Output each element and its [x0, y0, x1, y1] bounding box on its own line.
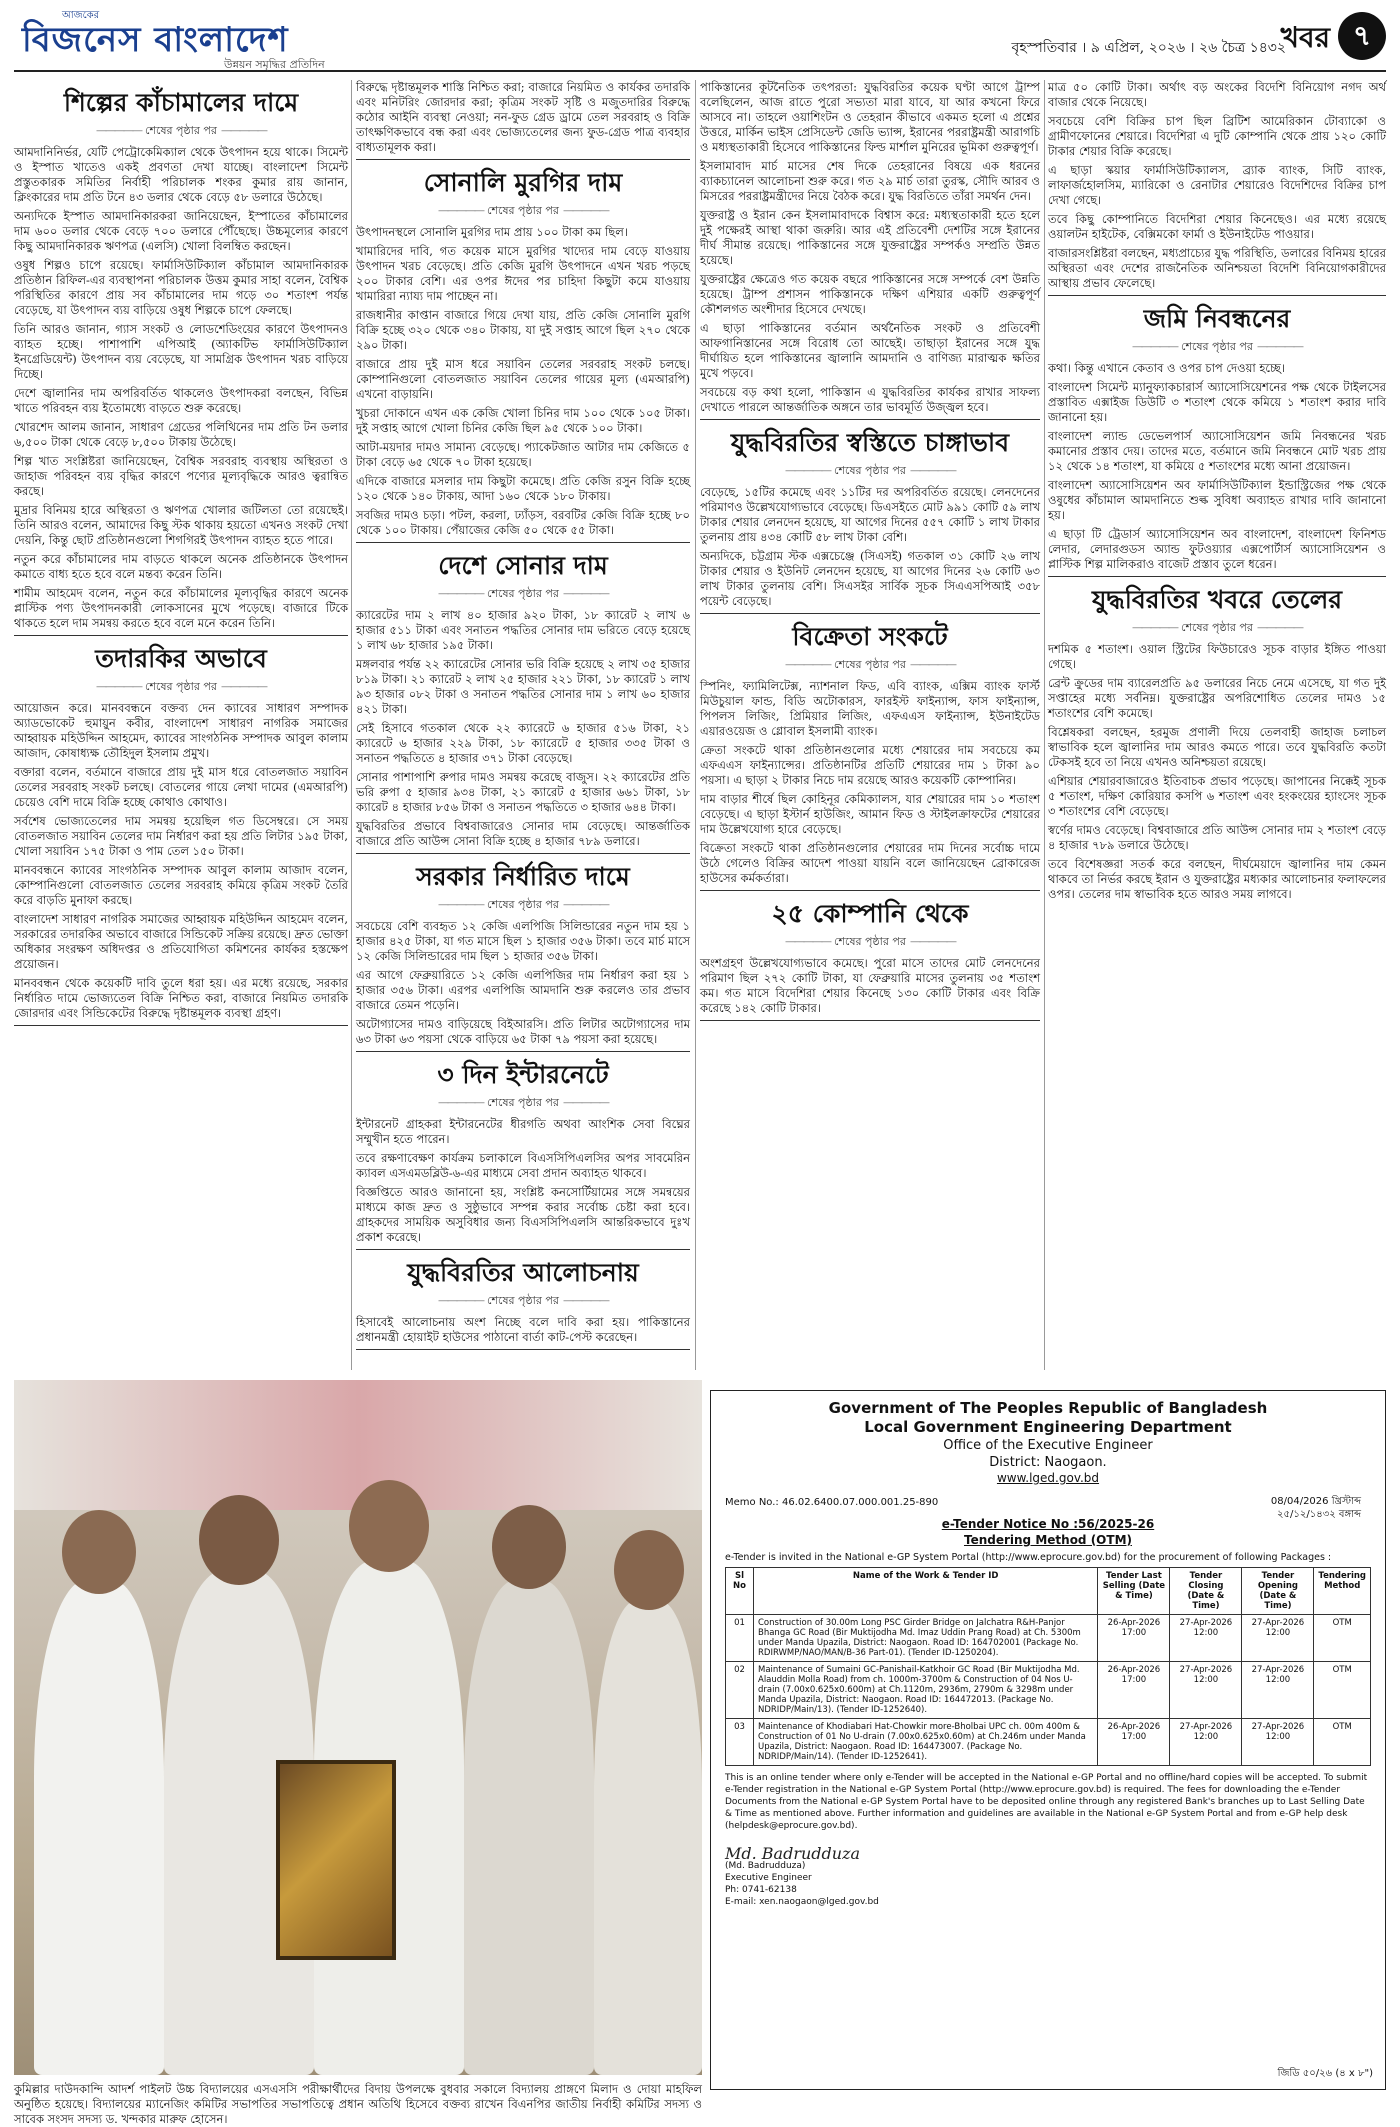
article-headline: দেশে সোনার দাম [438, 551, 608, 580]
newspaper-tagline: উন্নয়ন সমৃদ্ধির প্রতিদিন [224, 58, 325, 71]
article-paragraph: ইসলামাবাদ মার্চ মাসের শেষ দিকে তেহরানের বিষয়ে এক ধরনের ব্যাকচ্যানেল আলোচনা শুরু করে। গত ২৯ মার্চ তারা তুরস্ক, সৌদি আরব ও মিসরের পররাষ্ট্রমন্ত্রীদের নিয়ে বৈঠক করে। যুদ্ধ বিরতিতে তাঁরা সমর্থন দেন। [700, 159, 1040, 203]
ad-code: জিডি ৫০/২৬ (৪ x ৮") [1277, 2068, 1373, 2079]
article-paragraph: সবচেয়ে বড় কথা হলো, পাকিস্তান এ যুদ্ধবিরতির কার্যকর রাখার সাফল্য দেখাতে পারলে আন্তর্জাতিক অঙ্গনে তার ভাবমূর্তি উজ্জ্বল হবে। [700, 385, 1040, 414]
continued-from: ————— শেষের পৃষ্ঠার পর ————— [356, 896, 690, 915]
article-headline: শিল্পের কাঁচামালের দামে [63, 88, 299, 117]
continued-from: ————— শেষের পৃষ্ঠার পর ————— [700, 656, 1040, 675]
article-paragraph: তবে রক্ষণাবেক্ষণ কার্যক্রম চলাকালে বিএসসিপিএলসির অপর সাবমেরিন ক্যাবল এসএমডব্লিউ-৬-এর মাধ্যমে সেবা প্রদান অব্যাহত থাকবে। [356, 1151, 690, 1180]
continued-from: ————— শেষের পৃষ্ঠার পর ————— [1048, 338, 1386, 357]
newspaper-title: বিজনেস বাংলাদেশ [22, 20, 289, 60]
article-paragraph: মানববন্ধনে ক্যাবের সাংগঠনিক সম্পাদক আবুল কালাম আজাদ বলেন, কোম্পানিগুলো বোতলজাত তেলের সরবরাহ কমিয়ে কৃত্রিম সংকট তৈরি করে বাড়তি মুনাফা করছে। [14, 863, 348, 907]
notice-date-en: 08/04/2026 খ্রিস্টাব্দ [1270, 1496, 1361, 1507]
article-paragraph: তবে কিছু কোম্পানিতে বিদেশিরা শেয়ার কিনেছেও। এর মধ্যে রয়েছে ওয়ালটন হাইটেক, বেক্সিমকো ফার্মা ও ইউনাইটেড পাওয়ার। [1048, 212, 1386, 241]
article-paragraph: দাম বাড়ার শীর্ষে ছিল কোহিনূর কেমিক্যালস, যার শেয়ারের দাম ১০ শতাংশ বেড়েছে। এ ছাড়া ইস্টার্ন হাউজিং, আমান ফিড ও স্টাইলক্রাফটের শেয়ারের দাম উল্লেখযোগ্য হারে বেড়েছে। [700, 792, 1040, 836]
continued-from: ————— শেষের পৃষ্ঠার পর ————— [356, 1094, 690, 1113]
continued-from: ————— শেষের পৃষ্ঠার পর ————— [14, 678, 348, 697]
notice-office: Office of the Executive Engineer [943, 1438, 1153, 1453]
award-plaque [276, 1760, 396, 1960]
signature-scribble: Md. Badrudduza [725, 1844, 861, 1863]
article-paragraph: মানববন্ধন থেকে কয়েকটি দাবি তুলে ধরা হয়। এর মধ্যে রয়েছে, সরকার নির্ধারিত দামে ভোজ্যতেল বিক্রি নিশ্চিত করা, বাজারে নিয়মিত তদারকি জোরদার এবং সিন্ডিকেটের বিরুদ্ধে দৃষ্টান্তমূলক ব্যবস্থা গ্রহণ। [14, 976, 348, 1020]
article-paragraph: সর্বশেষ ভোজ্যতেলের দাম সমন্বয় হয়েছিল গত ডিসেম্বরে। সে সময় বোতলজাত সয়াবিন তেলের দাম নির্ধারণ করা হয় প্রতি লিটার ১৯৫ টাকা, খোলা সয়াবিন ১৭৫ টাকা ও পাম তেল ১৫০ টাকা। [14, 814, 348, 858]
article-paragraph: কথা। কিন্তু এখানে কেতাব ও ওপর চাপ দেওয়া হচ্ছে। [1048, 361, 1285, 375]
photo-banner-backdrop [14, 1380, 702, 1510]
article-paragraph: সবজির দামও চড়া। পটল, করলা, ঢ্যাঁড়স, বরবটির কেজি বিক্রি হচ্ছে ৮০ থেকে ১০০ টাকায়। পেঁয়াজের কেজি ৫০ থেকে ৫৫ টাকা। [356, 508, 690, 537]
article-paragraph: বিশ্লেষকরা বলছেন, হরমুজ প্রণালী দিয়ে তেলবাহী জাহাজ চলাচল স্বাভাবিক হলে জ্বালানির দাম আরও কমতে পারে। তবে যুদ্ধবিরতি কতটা টেকসই হবে তা নিয়ে এখনও অনিশ্চয়তা রয়েছে। [1048, 725, 1386, 769]
table-cell: Construction of 30.00m Long PSC Girder Bridge on Jalchatra R&H-Panjor Bhanga GC Road (Bir Muktijodha Md. Imaz Uddin Prang Road) at Ch. 5300m under Manda Upazila, District: Naogaon. Road ID: 164702001 (Package No. RDIRWMP/NAO/MAN/B-36 Part-01). (Tender ID-1250204). [754, 1615, 1098, 1662]
article-paragraph: বাংলাদেশ সিমেন্ট ম্যানুফ্যাকচারার্স অ্যাসোসিয়েশনের পক্ষ থেকে টাইলসের প্রস্তাবিত এক্সাইজ ডিউটি ৩ শতাংশ থেকে কমিয়ে ১ শতাংশ করার দাবি জানানো হয়। [1048, 380, 1386, 424]
article-headline: বিক্রেতা সংকটে [792, 622, 948, 651]
notice-district: District: Naogaon. [989, 1455, 1107, 1470]
photo-person-head [62, 1510, 136, 1594]
article-headline: যুদ্ধবিরতির আলোচনায় [407, 1258, 639, 1287]
article-paragraph: ইন্টারনেট গ্রাহকরা ইন্টারনেটের ধীরগতি অথবা আংশিক সেবা বিঘ্নের সম্মুখীন হতে পারেন। [356, 1117, 690, 1146]
article-headline: ৩ দিন ইন্টারনেটে [437, 1060, 609, 1089]
table-cell: 27-Apr-2026 12:00 [1242, 1615, 1314, 1662]
article-headline: যুদ্ধবিরতির স্বস্তিতে চাঙ্গাভাব [730, 428, 1010, 457]
article-paragraph: তিনি আরও জানান, গ্যাস সংকট ও লোডশেডিংয়ের কারণে উৎপাদনও ব্যাহত হচ্ছে। পাশাপাশি এপিআই (অ্যাকটিভ ফার্মাসিউটিক্যাল ইনগ্রেডিয়েন্ট) উৎপাদন ব্যয় বেড়েছে, যা সামগ্রিক উৎপাদন খরচ বাড়িয়ে দিচ্ছে। [14, 322, 348, 381]
article-paragraph: বিরুদ্ধে দৃষ্টান্তমূলক শাস্তি নিশ্চিত করা; বাজারে নিয়মিত ও কার্যকর তদারকি এবং মনিটরিং জোরদার করা; কৃত্রিম সংকট সৃষ্টি ও মজুতদারির বিরুদ্ধে কঠোর আইনি ব্যবস্থা নেওয়া; নন-ফুড গ্রেড ড্রামে তেল সরবরাহ ও বিক্রি তাৎক্ষণিকভাবে বন্ধ করা এবং ভোজ্যতেলের জন্য ফুড-গ্রেড পাত্র ব্যবহার বাধ্যতামূলক করা। [356, 80, 690, 154]
notice-intro: e-Tender is invited in the National e-GP System Portal (http://www.eprocure.gov.bd) for the procurement of following Packages : [725, 1552, 1332, 1563]
article-paragraph: বিক্রেতা সংকটে থাকা প্রতিষ্ঠানগুলোর শেয়ারের দাম দিনের সর্বোচ্চ দামে উঠে গেলেও বিক্রির আদেশ পাওয়া যায়নি বলে জানিয়েছেন ব্রোকারেজ হাউসের কর্মকর্তারা। [700, 841, 1040, 885]
column-4 [1048, 80, 1386, 1370]
article-paragraph: হিসাবেই আলোচনায় অংশ নিচ্ছে বলে দাবি করা হয়। পাকিস্তানের প্রধানমন্ত্রী হোয়াইট হাউসের পাঠানো বার্তা কাট-পেস্ট করেছেন। [356, 1315, 690, 1344]
masthead [14, 8, 1386, 72]
article-paragraph: মাত্র ৫০ কোটি টাকা। অর্থাৎ বড় অংকের বিদেশি বিনিয়োগ নগদ অর্থ বাজার থেকে নিয়েছে। [1048, 80, 1386, 109]
notice-signature [725, 1844, 945, 1908]
article-paragraph: বাংলাদেশ অ্যাসোসিয়েশন অব ফার্মাসিউটিক্যাল ইন্ডাস্ট্রিজের পক্ষ থেকে ওষুধের কাঁচামাল আমদানিতে শুল্ক সুবিধা অব্যাহত রাখার দাবি জানানো হয়। [1048, 478, 1386, 522]
table-header-cell: Tender Last Selling (Date & Time) [1098, 1568, 1170, 1615]
article-paragraph: স্পিনিং, ফ্যামিলিটেক্স, ন্যাশনাল ফিড, এবি ব্যাংক, এক্সিম ব্যাংক ফার্স্ট মিউচুয়াল ফান্ড, বিডি অটোকারস, ফারইস্ট ফাইন্যান্স, ফাস ফাইন্যান্স, পিপলস লিজিং, প্রিমিয়ার লিজিং, এফএএস ফাইন্যান্স, ইউনাইটেড এয়ারওয়েজ ও গ্লোবাল ইসলামী ব্যাংক। [700, 679, 1040, 738]
article-paragraph: মুদ্রার বিনিময় হারে অস্থিরতা ও ঋণপত্র খোলার জটিলতা তো রয়েছেই। তিনি আরও বলেন, আমাদের কিছু স্টক থাকায় হয়তো এখনও সংকট দেখা দেয়নি, কিন্তু ছোট প্রতিষ্ঠানগুলো শিগগিরই উৎপাদন ব্যাহত হতে পারে। [14, 503, 348, 547]
article-headline: সরকার নির্ধারিত দামে [416, 862, 630, 891]
tender-notice [710, 1390, 1386, 2090]
table-cell: 27-Apr-2026 12:00 [1242, 1662, 1314, 1719]
table-row [726, 1662, 1371, 1719]
article-paragraph: ক্রেতা সংকটে থাকা প্রতিষ্ঠানগুলোর মধ্যে শেয়ারের দাম সবচেয়ে কম এফএএস ফাইন্যান্সের। প্রতিষ্ঠানটির প্রতিটি শেয়ারের দাম ১ টাকা ৯০ পয়সা। এ ছাড়া ২ টাকার নিচে দাম রয়েছে আরও কয়েকটি কোম্পানির। [700, 743, 1040, 787]
article-paragraph: মঙ্গলবার পর্যন্ত ২২ ক্যারেটের সোনার ভরি বিক্রি হয়েছে ২ লাখ ৩৫ হাজার ৮১৯ টাকা। ২১ ক্যারেট ২ লাখ ২৫ হাজার ২২১ টাকা, ১৮ ক্যারেট ১ লাখ ৯৩ হাজার ০৮২ টাকা ও সনাতন পদ্ধতির সোনার দাম ১ লাখ ৬০ হাজার ৪২১ টাকা। [356, 657, 690, 716]
photo-person-head [614, 1530, 684, 1610]
issue-date: বৃহস্পতিবার । ৯ এপ্রিল, ২০২৬ । ২৬ চৈত্র ১৪৩২ [1011, 40, 1286, 56]
article-headline: জমি নিবন্ধনের [1143, 304, 1291, 333]
photo-person-head [349, 1480, 429, 1572]
article-paragraph: শিল্প খাত সংশ্লিষ্টরা জানিয়েছেন, বৈশ্বিক সরবরাহ ব্যবস্থায় অস্থিরতা ও জাহাজ পরিবহন ব্যয় বৃদ্ধির কারণে পণ্যের মূল্যবৃদ্ধিকে আরও ত্বরান্বিত করছে। [14, 454, 348, 498]
continued-from: ————— শেষের পৃষ্ঠার পর ————— [14, 122, 348, 141]
article-paragraph: বক্তারা বলেন, বর্তমানে বাজারে প্রায় দুই মাস ধরে বোতলজাত সয়াবিন তেলের সরবরাহ সংকট চলছে। বোতলের গায়ে লেখা দামের (এমআরপি) চেয়েও বেশি দামে বিক্রি হচ্ছে কোথাও কোথাও। [14, 765, 348, 809]
column-rule [351, 80, 352, 1370]
table-cell: 03 [726, 1719, 754, 1766]
table-cell: 26-Apr-2026 17:00 [1098, 1719, 1170, 1766]
article-paragraph: সেই হিসাবে গতকাল থেকে ২২ ক্যারেটে ৬ হাজার ৫১৬ টাকা, ২১ ক্যারেটে ৬ হাজার ২২৯ টাকা, ১৮ ক্যারেটে ৫ হাজার ৩৩৫ টাকা ও সনাতন পদ্ধতিতে ৪ হাজার ৩৭১ টাকা বেড়েছে। [356, 721, 690, 765]
table-cell: 27-Apr-2026 12:00 [1170, 1615, 1242, 1662]
article-paragraph: রাজধানীর কাপ্তান বাজারে গিয়ে দেখা যায়, প্রতি কেজি সোনালি মুরগি বিক্রি হচ্ছে ৩২০ থেকে ৩৪০ টাকায়, যা দুই সপ্তাহ আগে ছিল ২৭০ থেকে ২৯০ টাকা। [356, 308, 690, 352]
table-cell: Maintenance of Sumaini GC-Panishail-Katkhoir GC Road (Bir Muktijodha Md. Alauddin Molla Road) from ch. 1000m-3700m & Construction of 04 Nos U-drain (7.00x0.625x0.600m) at Ch.1120m, 2936m, 2790m & 3298m under Manda Upazila, District: Naogaon. Road ID: 164472013. (Package No. NDRIDP/Main/13). (Tender ID-1252640). [754, 1662, 1098, 1719]
article-paragraph: যুদ্ধবিরতির প্রভাবে বিশ্ববাজারেও সোনার দাম বেড়েছে। আন্তর্জাতিক বাজারে প্রতি আউন্স সোনা বিক্রি হচ্ছে ৪ হাজার ৭৮৯ ডলারে। [356, 819, 690, 848]
article-paragraph: দেশে জ্বালানির দাম অপরিবর্তিত থাকলেও উৎপাদকরা বলছেন, বিভিন্ন খাতে পরিবহন ব্যয় ইতোমধ্যে বাড়তে শুরু করেছে। [14, 386, 348, 415]
article-paragraph: ওষুধ শিল্পও চাপে রয়েছে। ফার্মাসিউটিক্যাল কাঁচামাল আমদানিকারক প্রতিষ্ঠান রিফিল-এর ব্যবস্থাপনা পরিচালক উত্তম কুমার সাহা বলেন, বৈশ্বিক পরিস্থিতির কারণে প্রায় সব কাঁচামালের দাম গড়ে ৩০ শতাংশ পর্যন্ত বেড়েছে, যা উৎপাদন ব্যয় বাড়িয়ে ওষুধ শিল্পকে চাপে ফেলছে। [14, 258, 348, 317]
continued-from: ————— শেষের পৃষ্ঠার পর ————— [1048, 619, 1386, 638]
signatory-title: Executive Engineer [725, 1873, 812, 1883]
photo-person-head [492, 1505, 566, 1589]
article-paragraph: এশিয়ার শেয়ারবাজারেও ইতিবাচক প্রভাব পড়েছে। জাপানের নিক্কেই সূচক ৫ শতাংশ, দক্ষিণ কোরিয়ার কসপি ৬ শতাংশ এবং হংকংয়ের হ্যাংসেং সূচক ৩ শতাংশের বেশি বেড়েছে। [1048, 774, 1386, 818]
article-paragraph: সবচেয়ে বেশি বিক্রির চাপ ছিল ব্রিটিশ আমেরিকান টোব্যাকো ও গ্রামীণফোনের শেয়ারে। বিদেশিরা এ দুটি কোম্পানি থেকে প্রায় ১২০ কোটি টাকার শেয়ার বিক্রি করেছে। [1048, 114, 1386, 158]
article-paragraph: আয়োজন করে। মানববন্ধনে বক্তব্য দেন ক্যাবের সাধারণ সম্পাদক অ্যাডভোকেট হুমায়ুন কবীর, বাংলাদেশ সাধারণ নাগরিক সমাজের আহ্বায়ক মহিউদ্দিন আহমেদ, ক্যাবের সাংগঠনিক সম্পাদক আবুল কালাম আজাদ, কোষাধ্যক্ষ তৌহিদুল ইসলাম প্রমুখ। [14, 701, 348, 760]
table-header-cell: Name of the Work & Tender ID [754, 1568, 1098, 1615]
article-paragraph: অন্যদিকে, চট্টগ্রাম স্টক এক্সচেঞ্জে (সিএসই) গতকাল ৩১ কোটি ২৬ লাখ টাকার শেয়ার ও ইউনিট লেনদেন হয়েছে, যা আগের দিনের ২৬ কোটি ৬৩ লাখ টাকার তুলনায় বেশি। সিএসইর সার্বিক সূচক সিএএসপিআই ৩৫৮ পয়েন্ট বেড়েছে। [700, 549, 1040, 608]
article-paragraph: অন্যদিকে ইস্পাত আমদানিকারকরা জানিয়েছেন, ইস্পাতের কাঁচামালের দাম ৬০০ ডলার থেকে বেড়ে ৭০০ ডলারে পৌঁছেছে। উচ্চমূল্যের কারণে কিছু আমদানিকারক ঋণপত্র (এলসি) খোলা বিলম্বিত করছেন। [14, 209, 348, 253]
table-cell: OTM [1314, 1719, 1371, 1766]
tender-table [725, 1567, 1371, 1766]
page-number: ৭ [1338, 12, 1386, 60]
section-name: খবর [1280, 21, 1330, 54]
signatory-phone: Ph: 0741-62138 [725, 1885, 797, 1895]
table-cell: 27-Apr-2026 12:00 [1242, 1719, 1314, 1766]
continued-from: ————— শেষের পৃষ্ঠার পর ————— [700, 462, 1040, 481]
notice-title: e-Tender Notice No :56/2025-26 [941, 1517, 1155, 1531]
table-row [726, 1719, 1371, 1766]
article-paragraph: খুচরা দোকানে এখন এক কেজি খোলা চিনির দাম ১০০ থেকে ১০৫ টাকা। দুই সপ্তাহ আগে খোলা চিনির কেজি ছিল ৯৫ থেকে ১০০ টাকা। [356, 406, 690, 435]
article-paragraph: দশমিক ৫ শতাংশ। ওয়াল স্ট্রিটের ফিউচারেও সূচক বাড়ার ইঙ্গিত পাওয়া গেছে। [1048, 642, 1386, 671]
article-paragraph: আমদানিনির্ভর, যেটি পেট্রোকেমিক্যাল থেকে উৎপাদন হয়ে থাকে। সিমেন্ট ও ইস্পাত খাতেও একই প্রবণতা দেখা যাচ্ছে। বাংলাদেশ সিমেন্ট প্রস্তুতকারক সমিতির নির্বাহী পরিচালক শংকর কুমার রায় জানান, ক্লিংকারের দাম প্রতি টনে ৪৩ ডলার থেকে বেড়ে ৫৮ ডলারে উঠেছে। [14, 145, 348, 204]
article-paragraph: অংশগ্রহণ উল্লেখযোগ্যভাবে কমেছে। পুরো মাসে তাদের মোট লেনদেনের পরিমাণ ছিল ২৭২ কোটি টাকা, যা ফেব্রুয়ারি মাসের তুলনায় ৩৫ শতাংশ কম। গত মাসে বিদেশিরা শেয়ার কিনেছে ১৩০ কোটি টাকার এবং বিক্রি করেছে ১৪২ কোটি টাকার। [700, 956, 1040, 1015]
article-paragraph: এ ছাড়া পাকিস্তানের বর্তমান অর্থনৈতিক সংকট ও প্রতিবেশী আফগানিস্তানের সঙ্গে বিরোধ তো আছেই। তাছাড়া ইরানের সঙ্গে যুদ্ধ দীর্ঘায়িত হলে পাকিস্তানের জ্বালানি আমদানি ও বাণিজ্য মারাত্মক ক্ষতির মুখে পড়বে। [700, 321, 1040, 380]
table-header-cell: Sl No [726, 1568, 754, 1615]
article-paragraph: অটোগ্যাসের দামও বাড়িয়েছে বিইআরসি। প্রতি লিটার অটোগ্যাসের দাম ৬৩ টাকা ৬৩ পয়সা থেকে বাড়িয়ে ৬৫ টাকা ৭৯ পয়সা করা হয়েছে। [356, 1017, 690, 1046]
article-paragraph: স্বর্ণের দামও বেড়েছে। বিশ্ববাজারে প্রতি আউন্স সোনার দাম ২ শতাংশ বেড়ে ৪ হাজার ৭৮৯ ডলারে উঠেছে। [1048, 823, 1386, 852]
column-1 [14, 80, 348, 1370]
article-paragraph: এর আগে ফেব্রুয়ারিতে ১২ কেজি এলপিজির দাম নির্ধারণ করা হয় ১ হাজার ৩৫৬ টাকা। এরপর এলপিজি আমদানি শুরু করলেও তার প্রভাব বাজারে তেমন পড়েনি। [356, 968, 690, 1012]
signatory-name: (Md. Badrudduza) [725, 1861, 806, 1871]
article-paragraph: বেড়েছে, ১৫টির কমেছে এবং ১১টির দর অপরিবর্তিত রয়েছে। লেনদেনের পরিমাণও উল্লেখযোগ্যভাবে বেড়েছে। ডিএসইতে মোট ৯৯১ কোটি ৫৯ লাখ টাকার শেয়ার লেনদেন হয়েছে, যা আগের দিনের ৫৫৭ কোটি ১ লাখ টাকার তুলনায় প্রায় ৪৩৪ কোটি ৫৮ লাখ টাকা বেশি। [700, 485, 1040, 544]
table-cell: 27-Apr-2026 12:00 [1170, 1719, 1242, 1766]
article-headline: সোনালি মুরগির দাম [423, 168, 623, 197]
article-headline: যুদ্ধবিরতির খবরে তেলের [1091, 585, 1343, 614]
column-rule [695, 80, 696, 1370]
photo-person [594, 1600, 702, 2075]
article-paragraph: এদিকে বাজারে মসলার দাম কিছুটা কমেছে। প্রতি কেজি রসুন বিক্রি হচ্ছে ১২০ থেকে ১৪০ টাকায়, আদা ১৬০ থেকে ১৮০ টাকায়। [356, 474, 690, 503]
article-paragraph: বাজারে প্রায় দুই মাস ধরে সয়াবিন তেলের সরবরাহ সংকট চলছে। কোম্পানিগুলো বোতলজাত সয়াবিন তেলের গায়ের মূল্য (এমআরপি) এখনো বাড়ায়নি। [356, 357, 690, 401]
article-paragraph: যুক্তরাষ্ট্রের ক্ষেত্রেও গত কয়েক বছরে পাকিস্তানের সঙ্গে সম্পর্কে বেশ উন্নতি হয়েছে। ট্রাম্প প্রশাসন পাকিস্তানকে দক্ষিণ এশিয়ার একটি গুরুত্বপূর্ণ কৌশলগত অংশীদার হিসেবে দেখছে। [700, 272, 1040, 316]
news-photo [14, 1380, 702, 2075]
tender-table-header [726, 1568, 1371, 1615]
notice-website-link[interactable]: www.lged.gov.bd [996, 1471, 1100, 1485]
article-paragraph: ক্যারেটের দাম ২ লাখ ৪০ হাজার ৯২০ টাকা, ১৮ ক্যারেট ২ লাখ ৬ হাজার ৫১১ টাকা এবং সনাতন পদ্ধতির সোনার দাম ভরিতে বেড়ে হয়েছে ১ লাখ ৬৮ হাজার ১৯৫ টাকা। [356, 608, 690, 652]
continued-from: ————— শেষের পৃষ্ঠার পর ————— [356, 202, 690, 221]
article-paragraph: নতুন করে কাঁচামালের দাম বাড়তে থাকলে অনেক প্রতিষ্ঠানকে উৎপাদন কমাতে বাধ্য হতে হবে বলে মন্তব্য করেন তিনি। [14, 552, 348, 581]
article-paragraph: বাজারসংশ্লিষ্টরা বলছেন, মধ্যপ্রাচ্যের যুদ্ধ পরিস্থিতি, ডলারের বিনিময় হারের অস্থিরতা এবং দেশের রাজনৈতিক অনিশ্চয়তা বিদেশি বিনিয়োগকারীদের আস্থায় প্রভাব ফেলেছে। [1048, 246, 1386, 290]
table-cell: 26-Apr-2026 17:00 [1098, 1615, 1170, 1662]
table-row [726, 1615, 1371, 1662]
article-paragraph: সবচেয়ে বেশি ব্যবহৃত ১২ কেজি এলপিজি সিলিন্ডারের নতুন দাম হয় ১ হাজার ৪২৫ টাকা, যা গত মাসে ছিল ১ হাজার ৩৫৬ টাকা। তবে মার্চ মাসে ১২ কেজি সিলিন্ডারের দাম ছিল ১ হাজার ৩৫৬ টাকা। [356, 919, 690, 963]
photo-person-head [199, 1495, 279, 1585]
article-paragraph: বিজ্ঞপ্তিতে আরও জানানো হয়, সংশ্লিষ্ট কনসোর্টিয়ামের সঙ্গে সমন্বয়ের মাধ্যমে কাজ দ্রুত ও সুষ্ঠুভাবে সম্পন্ন করার সর্বোচ্চ চেষ্টা করা হবে। গ্রাহকদের সাময়িক অসুবিধার জন্য বিএসসিপিএলসি আন্তরিকভাবে দুঃখ প্রকাশ করেছে। [356, 1185, 690, 1244]
article-paragraph: আটা-ময়দার দামও সামান্য বেড়েছে। প্যাকেটজাত আটার দাম কেজিতে ৫ টাকা বেড়ে ৬৫ থেকে ৭০ টাকা হয়েছে। [356, 440, 690, 469]
masthead-small: আজকের [62, 10, 100, 21]
article-paragraph: সোনার পাশাপাশি রুপার দামও সমন্বয় করেছে বাজুস। ২২ ক্যারেটের প্রতি ভরি রুপা ৫ হাজার ৯৩৪ টাকা, ২১ ক্যারেট ৫ হাজার ৬৬১ টাকা, ১৮ ক্যারেট ৪ হাজার ৮৫৬ টাকা ও সনাতন পদ্ধতিতে ৩ হাজার ৬৪৪ টাকা। [356, 770, 690, 814]
table-header-cell: Tender Closing (Date & Time) [1170, 1568, 1242, 1615]
article-paragraph: যুক্তরাষ্ট্র ও ইরান কেন ইসলামাবাদকে বিশ্বাস করে: মধ্যস্থতাকারী হতে হলে দুই পক্ষেরই আস্থা থাকা জরুরি। আর এই প্রতিবেশী দেশটির সঙ্গে ইরানের দীর্ঘ সীমান্ত রয়েছে। পাকিস্তানের সঙ্গে যুক্তরাষ্ট্রের সম্পর্কও সম্প্রতি উন্নত হয়েছে। [700, 208, 1040, 267]
table-cell: OTM [1314, 1662, 1371, 1719]
table-header-cell: Tender Opening (Date & Time) [1242, 1568, 1314, 1615]
notice-footer: This is an online tender where only e-Tender will be accepted in the National e-GP Portal and no offline/hard copies will be accepted. To submit e-Tender registration in the National e-GP System Portal (http://www.eprocure.gov.bd) is required. The fees for downloading the e-Tender Documents from the National e-GP System Portal have to be deposited online through any registered Bank's branches up to Last Selling Date & Time as mentioned above. Further information and guidelines are available in the National e-GP System Portal and from e-GP help desk (helpdesk@eprocure.gov.bd). [725, 1773, 1368, 1831]
table-cell: OTM [1314, 1615, 1371, 1662]
article-paragraph: খামারিদের দাবি, গত কয়েক মাসে মুরগির খাদ্যের দাম বেড়ে যাওয়ায় উৎপাদন খরচ বেড়েছে। প্রতি কেজি মুরগি উৎপাদনে এখন খরচ পড়ছে ২০০ টাকার বেশি। এর ওপর ঈদের পর চাহিদা কিছুটা কমে যাওয়ায় খামারিরা ন্যায্য দাম পাচ্ছেন না। [356, 244, 690, 303]
column-3 [700, 80, 1040, 1370]
article-paragraph: এ ছাড়া টি ট্রেডার্স অ্যাসোসিয়েশন অব বাংলাদেশ, বাংলাদেশ ফিনিশড লেদার, লেদারগুডস অ্যান্ড ফুটওয়্যার এক্সপোর্টার্স অ্যাসোসিয়েশন ও প্লাস্টিক শিল্প মালিকরাও বাজেট প্রস্তাব তুলে ধরেন। [1048, 527, 1386, 571]
article-paragraph: খোরশেদ আলম জানান, সাধারণ গ্রেডের পলিথিনের দাম প্রতি টন ডলার ৬,৫০০ টাকা থেকে বেড়ে ৮,৫০০ টাকায় উঠেছে। [14, 420, 348, 449]
notice-department: Local Government Engineering Department [864, 1418, 1232, 1436]
notice-memo: Memo No.: 46.02.6400.07.000.001.25-890 [725, 1497, 939, 1508]
continued-from: ————— শেষের পৃষ্ঠার পর ————— [700, 933, 1040, 952]
column-rule [1044, 80, 1045, 1370]
article-paragraph: উৎপাদনস্থলে সোনালি মুরগির দাম প্রায় ১০০ টাকা কম ছিল। [356, 225, 628, 239]
table-cell: Maintenance of Khodiabari Hat-Chowkir more-Bholbai UPC ch. 00m 400m & Construction of 01 No U-drain (7.00x0.625x0.60m) at Ch.246m under Manda Upazila, District: Naogaon. Road ID: 164473007. (Package No. NDRIDP/Main/14). (Tender ID-1252641). [754, 1719, 1098, 1766]
photo-caption: কুমিল্লার দাউদকান্দি আদর্শ পাইলট উচ্চ বিদ্যালয়ের এসএসসি পরীক্ষার্থীদের বিদায় উপলক্ষে বুধবার সকালে বিদ্যালয় প্রাঙ্গণে মিলাদ ও দোয়া মাহফিল অনুষ্ঠিত হয়েছে। বিদ্যালয়ের ম্যানেজিং কমিটির সভাপতির সভাপতিত্বে প্রধান অতিথি হিসেবে বক্তব্য রাখেন বিএনপির জাতীয় নির্বাহী কমিটির সদস্য ও সাবেক সংসদ সদস্য ড. খন্দকার মারুফ হোসেন। [14, 2082, 702, 2126]
article-paragraph: পাকিস্তানের কূটনৈতিক তৎপরতা: যুদ্ধবিরতির কয়েক ঘণ্টা আগে ট্রাম্প বলেছিলেন, আজ রাতে পুরো সভ্যতা মারা যাবে, যা আর কখনো ফিরে আসবে না। তাহলে ওয়াশিংটন ও তেহরান কীভাবে একমত হলো এ প্রশ্নের উত্তরে, মার্কিন ভাইস প্রেসিডেন্ট জেডি ভ্যান্স, ইরানের পররাষ্ট্রমন্ত্রী আরাগচি ও মধ্যস্থতাকারী হিসেবে পাকিস্তানের ফিল্ড মার্শাল মুনিরের ভূমিকা গুরুত্বপূর্ণ। [700, 80, 1040, 154]
article-paragraph: এ ছাড়া স্কয়ার ফার্মাসিউটিক্যালস, ব্র্যাক ব্যাংক, সিটি ব্যাংক, লাফার্জহোলসিম, ম্যারিকো ও রেনাটার শেয়ারেও বিদেশিদের বিক্রির চাপ দেখা গেছে। [1048, 163, 1386, 207]
article-paragraph: ব্রেন্ট ক্রুডের দাম ব্যারেলপ্রতি ৯৫ ডলারের নিচে নেমে এসেছে, যা গত দুই সপ্তাহের মধ্যে সর্বনিম্ন। যুক্তরাষ্ট্রের অপরিশোধিত তেলের দামও ১৫ শতাংশের বেশি কমেছে। [1048, 676, 1386, 720]
article-paragraph: বাংলাদেশ ল্যান্ড ডেভেলপার্স অ্যাসোসিয়েশন জমি নিবন্ধনের খরচ কমানোর প্রস্তাব দেয়। তাদের মতে, বর্তমানে জমি নিবন্ধনে মোট খরচ প্রায় ১২ থেকে ১৪ শতাংশ, যা কমিয়ে ৫ শতাংশের মধ্যে আনা প্রয়োজন। [1048, 429, 1386, 473]
continued-from: ————— শেষের পৃষ্ঠার পর ————— [356, 1292, 690, 1311]
article-headline: ২৫ কোম্পানি থেকে [771, 899, 969, 928]
table-cell: 02 [726, 1662, 754, 1719]
photo-person [34, 1580, 164, 2075]
notice-date [1271, 1495, 1361, 1521]
notice-government: Government of The Peoples Republic of Bangladesh [828, 1399, 1268, 1417]
continued-from: ————— শেষের পৃষ্ঠার পর ————— [356, 585, 690, 604]
signatory-email: E-mail: xen.naogaon@lged.gov.bd [725, 1897, 879, 1907]
table-header-cell: Tendering Method [1314, 1568, 1371, 1615]
column-2 [356, 80, 690, 1370]
photo-person [464, 1580, 594, 2075]
notice-date-bn: ২৫/১২/১৪৩২ বঙ্গাব্দ [1277, 1509, 1361, 1520]
table-cell: 01 [726, 1615, 754, 1662]
article-headline: তদারকির অভাবে [95, 644, 267, 673]
article-paragraph: বাংলাদেশ সাধারণ নাগরিক সমাজের আহ্বায়ক মহিউদ্দিন আহমেদ বলেন, সরকারের তদারকির অভাবে বাজারে সিন্ডিকেট সক্রিয় রয়েছে। দ্রুত ভোক্তা অধিকার সংরক্ষণ অধিদপ্তর ও প্রতিযোগিতা কমিশনের কার্যকর হস্তক্ষেপ প্রয়োজন। [14, 912, 348, 971]
table-cell: 26-Apr-2026 17:00 [1098, 1662, 1170, 1719]
notice-method: Tendering Method (OTM) [963, 1533, 1132, 1547]
article-paragraph: তবে বিশেষজ্ঞরা সতর্ক করে বলছেন, দীর্ঘমেয়াদে জ্বালানির দাম কেমন থাকবে তা নির্ভর করছে ইরান ও যুক্তরাষ্ট্রের মধ্যকার আলোচনার ফলাফলের ওপর। তেলের দাম স্বাভাবিক হতে আরও সময় লাগবে। [1048, 857, 1386, 901]
article-paragraph: শামীম আহমেদ বলেন, নতুন করে কাঁচামালের মূল্যবৃদ্ধির কারণে অনেক প্লাস্টিক পণ্য উৎপাদনকারী লোকসানের মুখে পড়েছে। বাজারে টিকে থাকতে হলে দাম সমন্বয় করতে হবে বলে মনে করেন তিনি। [14, 586, 348, 630]
table-cell: 27-Apr-2026 12:00 [1170, 1662, 1242, 1719]
